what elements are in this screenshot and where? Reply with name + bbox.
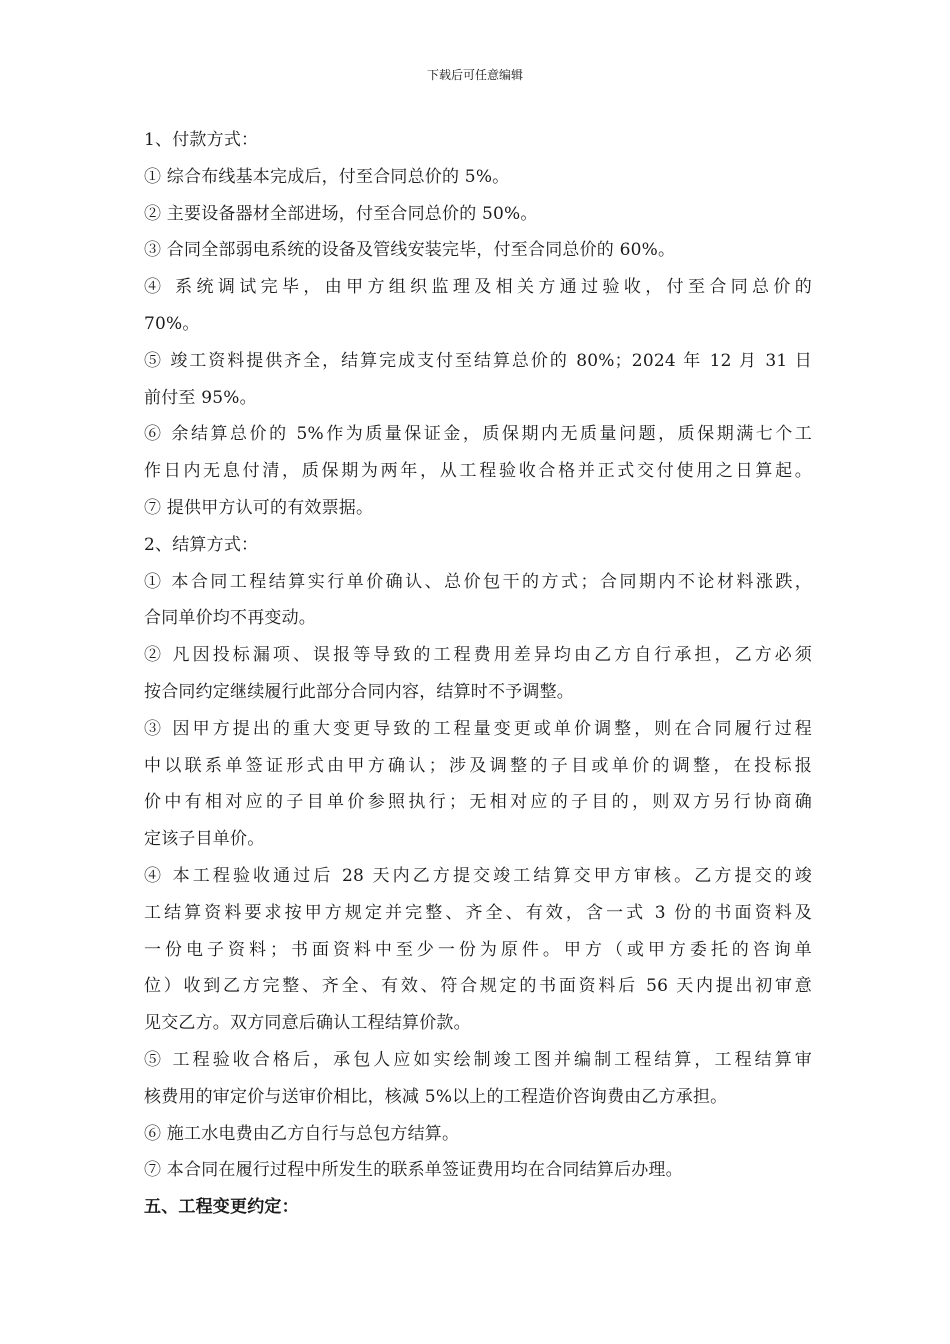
settlement-item-4-cont-3: 位）收到乙方完整、齐全、有效、符合规定的书面资料后 56 天内提出初审意 [144, 976, 812, 997]
settlement-item-3-cont-2: 价中有相对应的子目单价参照执行；无相对应的子目的，则双方另行协商确 [144, 792, 812, 813]
document-body [144, 122, 812, 1226]
payment-item-3: ③ 合同全部弱电系统的设备及管线安装完毕，付至合同总价的 60%。 [144, 240, 676, 261]
settlement-item-4: ④ 本工程验收通过后 28 天内乙方提交竣工结算交甲方审核。乙方提交的竣 [144, 865, 812, 886]
payment-item-2: ② 主要设备器材全部进场，付至合同总价的 50%。 [144, 203, 538, 224]
payment-item-5: ⑤ 竣工资料提供齐全，结算完成支付至结算总价的 80%；2024 年 12 月 31 日 [144, 350, 812, 371]
settlement-item-2-cont: 按合同约定继续履行此部分合同内容，结算时不予调整。 [144, 681, 574, 702]
payment-item-6-cont: 作日内无息付清，质保期为两年，从工程验收合格并正式交付使用之日算起。 [144, 461, 812, 482]
section-title-payment: 1、付款方式： [144, 130, 259, 150]
settlement-item-3: ③ 因甲方提出的重大变更导致的工程量变更或单价调整，则在合同履行过程 [144, 718, 812, 739]
settlement-item-1-cont: 合同单价均不再变动。 [144, 608, 316, 629]
payment-item-6: ⑥ 余结算总价的 5%作为质量保证金，质保期内无质量问题，质保期满七个工 [144, 424, 812, 445]
settlement-item-6: ⑥ 施工水电费由乙方自行与总包方结算。 [144, 1123, 460, 1144]
settlement-item-2: ② 凡因投标漏项、误报等导致的工程费用差异均由乙方自行承担，乙方必须 [144, 645, 812, 666]
payment-item-1: ① 综合布线基本完成后，付至合同总价的 5%。 [144, 166, 510, 187]
payment-item-7: ⑦ 提供甲方认可的有效票据。 [144, 497, 374, 518]
section-heading-change: 五、工程变更约定： [144, 1197, 299, 1218]
settlement-item-4-cont-2: 一份电子资料；书面资料中至少一份为原件。甲方（或甲方委托的咨询单 [144, 939, 812, 960]
settlement-item-3-cont-3: 定该子目单价。 [144, 829, 265, 850]
settlement-item-5-cont: 核费用的审定价与送审价相比，核减 5%以上的工程造价咨询费由乙方承担。 [144, 1086, 728, 1107]
section-title-settlement: 2、结算方式： [144, 534, 259, 555]
settlement-item-4-cont-4: 见交乙方。双方同意后确认工程结算价款。 [144, 1013, 471, 1034]
settlement-item-1: ① 本合同工程结算实行单价确认、总价包干的方式；合同期内不论材料涨跌， [144, 571, 812, 592]
payment-item-5-cont: 前付至 95%。 [144, 387, 257, 408]
settlement-item-4-cont-1: 工结算资料要求按甲方规定并完整、齐全、有效，含一式 3 份的书面资料及 [144, 902, 812, 923]
payment-item-4: ④ 系统调试完毕，由甲方组织监理及相关方通过验收，付至合同总价的 [144, 277, 812, 298]
payment-item-4-cont: 70%。 [144, 313, 200, 334]
settlement-item-5: ⑤ 工程验收合格后，承包人应如实绘制竣工图并编制工程结算，工程结算审 [144, 1049, 812, 1070]
settlement-item-3-cont-1: 中以联系单签证形式由甲方确认；涉及调整的子目或单价的调整，在投标报 [144, 755, 812, 776]
settlement-item-7: ⑦ 本合同在履行过程中所发生的联系单签证费用均在合同结算后办理。 [144, 1160, 683, 1181]
page-header: 下载后可任意编辑 [426, 68, 523, 82]
